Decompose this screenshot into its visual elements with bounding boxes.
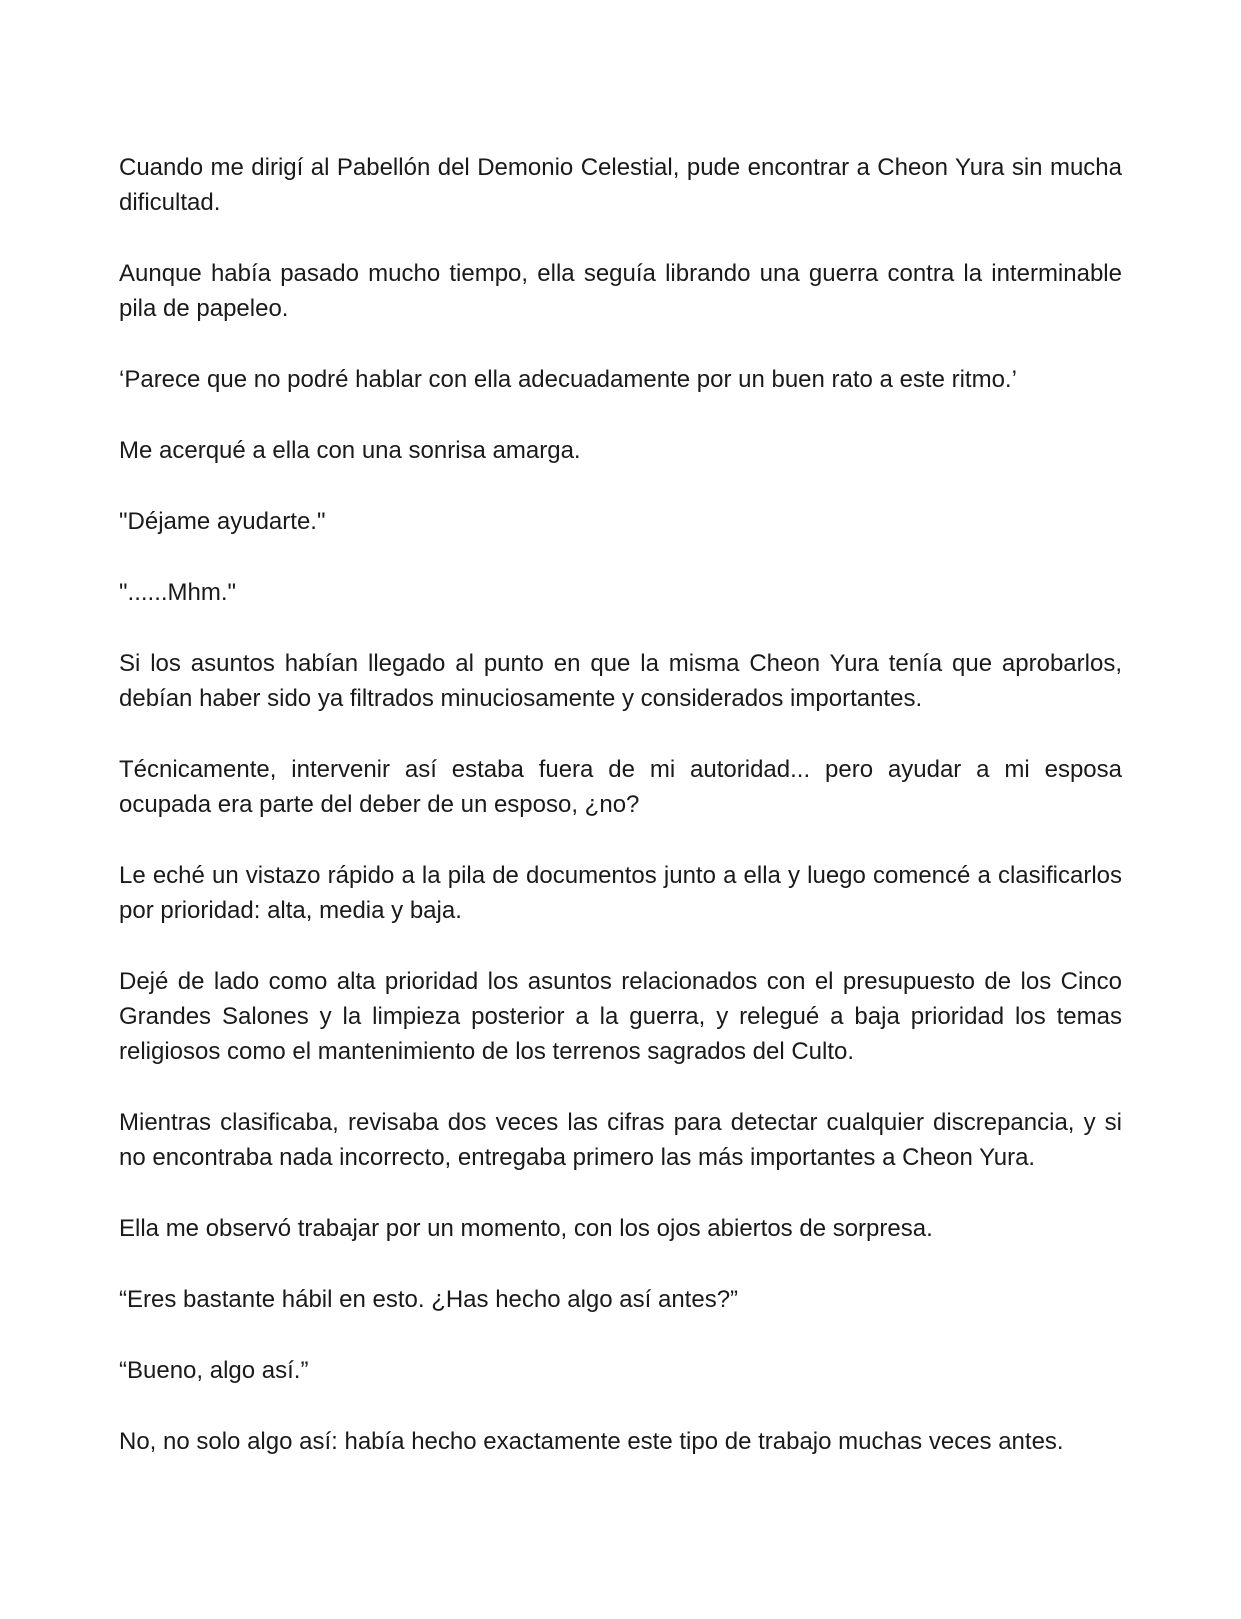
paragraph: “Eres bastante hábil en esto. ¿Has hecho algo así antes?”	[119, 1286, 739, 1313]
paragraph: Le eché un vistazo rápido a la pila de documentos junto a ella y luego comencé a clasificarlos por prioridad: alta, media y baja.	[119, 862, 1122, 924]
document-page	[119, 150, 1122, 1459]
paragraph: “Bueno, algo así.”	[119, 1357, 309, 1384]
paragraph: No, no solo algo así: había hecho exactamente este tipo de trabajo muchas veces antes.	[119, 1428, 1064, 1455]
paragraph: Dejé de lado como alta prioridad los asuntos relacionados con el presupuesto de los Cinco Grandes Salones y la limpieza posterior a la guerra, y relegué a baja prioridad los temas religiosos como el mantenimiento de los terrenos sagrados del Culto.	[119, 968, 1122, 1065]
paragraph: Si los asuntos habían llegado al punto en que la misma Cheon Yura tenía que aprobarlos, debían haber sido ya filtrados minuciosamente y considerados importantes.	[119, 650, 1122, 712]
paragraph: Técnicamente, intervenir así estaba fuera de mi autoridad... pero ayudar a mi esposa ocupada era parte del deber de un esposo, ¿no?	[119, 756, 1122, 818]
paragraph: Mientras clasificaba, revisaba dos veces las cifras para detectar cualquier discrepancia, y si no encontraba nada incorrecto, entregaba primero las más importantes a Cheon Yura.	[119, 1109, 1122, 1171]
paragraph: "......Mhm."	[119, 579, 237, 606]
paragraph: Me acerqué a ella con una sonrisa amarga.	[119, 437, 581, 464]
paragraph: "Déjame ayudarte."	[119, 508, 326, 535]
paragraph: Aunque había pasado mucho tiempo, ella seguía librando una guerra contra la interminable pila de papeleo.	[119, 260, 1122, 322]
paragraph: ‘Parece que no podré hablar con ella adecuadamente por un buen rato a este ritmo.’	[119, 366, 1017, 393]
paragraph: Ella me observó trabajar por un momento, con los ojos abiertos de sorpresa.	[119, 1215, 933, 1242]
paragraph: Cuando me dirigí al Pabellón del Demonio Celestial, pude encontrar a Cheon Yura sin mucha dificultad.	[119, 154, 1122, 216]
